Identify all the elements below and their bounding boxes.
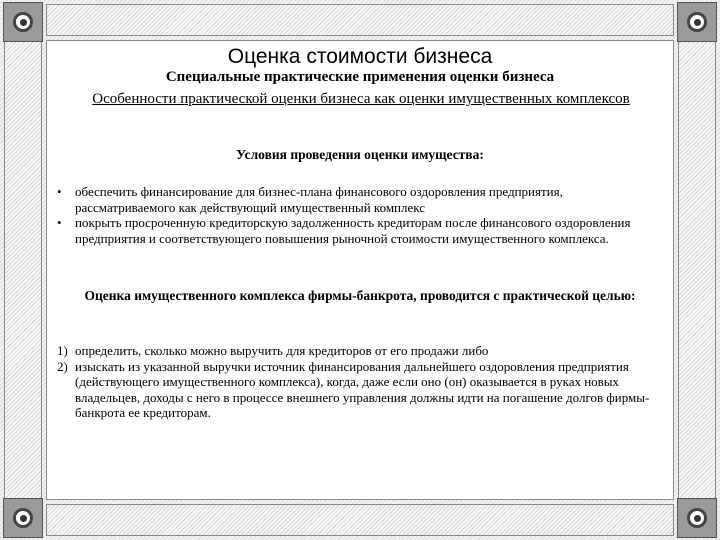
bullet-icon: •: [57, 215, 62, 230]
corner-rivet-icon: [677, 498, 717, 538]
list-item: [57, 359, 657, 421]
list-number: 2): [57, 358, 68, 374]
list-item: [57, 215, 657, 246]
list-number: 1): [57, 343, 68, 358]
list-item-text: покрыть просроченную кредиторскую задолженность кредиторам после финансового оздоровления предприятия и соответствующего повышения рыночной стоимости имущественного комплекса.: [75, 215, 631, 246]
list-item-text: определить, сколько можно выручить для кредиторов от его продажи либо: [75, 343, 489, 358]
list-item-text: обеспечить финансирование для бизнес-плана финансового оздоровления предприятия, рассматриваемого как действующий имущественный комплекс: [75, 184, 563, 215]
slide-content: [46, 40, 674, 500]
corner-rivet-icon: [3, 498, 43, 538]
goals-list: [57, 343, 657, 421]
conditions-list: [57, 184, 657, 246]
frame-left-bar: [4, 40, 42, 500]
frame-right-bar: [678, 40, 716, 500]
frame-top-bar: [46, 4, 674, 36]
slide-title: Оценка стоимости бизнеса: [227, 45, 493, 68]
slide-subtitle: Специальные практические применения оценки бизнеса: [165, 69, 555, 85]
list-item-text: изыскать из указанной выручки источник финансирования дальнейшего оздоровления предприятия (действующего имущественного комплекса), когда, даже если оно (он) оказывается в руках новых владельцев, доходы с него в процессе внешнего управления должны идти на погашение долгов фирмы-банкрота ее кредиторам.: [75, 358, 650, 420]
list-item: [57, 343, 657, 359]
corner-rivet-icon: [3, 2, 43, 42]
list-item: [57, 184, 657, 215]
section-title: Особенности практической оценки бизнеса как оценки имущественных комплексов: [92, 91, 630, 107]
goal-heading: Оценка имущественного комплекса фирмы-банкрота, проводится с практической целью:: [84, 288, 636, 303]
conditions-heading: Условия проведения оценки имущества:: [236, 147, 484, 162]
bullet-icon: •: [57, 184, 62, 199]
frame-bottom-bar: [46, 504, 674, 536]
corner-rivet-icon: [677, 2, 717, 42]
